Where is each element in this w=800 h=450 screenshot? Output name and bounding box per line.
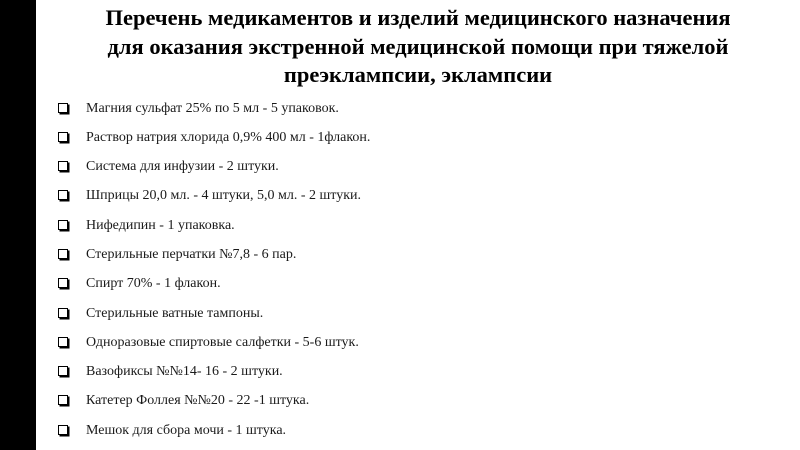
hollow-square-bullet-icon (58, 249, 68, 259)
hollow-square-bullet-icon (58, 425, 68, 435)
list-item-text: Мешок для сбора мочи - 1 штука. (86, 422, 287, 438)
list-item-text: Стерильные перчатки №7,8 - 6 пар. (86, 246, 297, 262)
slide (36, 0, 800, 450)
list-item-text: Вазофиксы №№14- 16 - 2 штуки. (86, 364, 283, 380)
hollow-square-bullet-icon (58, 103, 68, 113)
list-item-text: Система для инфузии - 2 штуки. (86, 159, 279, 175)
hollow-square-bullet-icon (58, 220, 68, 230)
supplies-list (36, 100, 800, 450)
title-line-3: преэклампсии, эклампсии (283, 62, 553, 87)
title-line-1: Перечень медикаментов и изделий медицинского назначения (105, 5, 731, 30)
list-item (36, 158, 800, 187)
hollow-square-bullet-icon (58, 132, 68, 142)
list-item (36, 275, 800, 304)
list-item-text: Одноразовые спиртовые салфетки - 5-6 штук. (86, 334, 359, 350)
list-item-text: Раствор натрия хлорида 0,9% 400 мл - 1флакон. (86, 129, 371, 145)
left-accent-bar (0, 0, 36, 450)
hollow-square-bullet-icon (58, 366, 68, 376)
list-item (36, 187, 800, 216)
list-item-text: Шприцы 20,0 мл. - 4 штуки, 5,0 мл. - 2 штуки. (86, 188, 362, 204)
list-item-text: Катетер Фоллея №№20 - 22 -1 штука. (86, 393, 310, 409)
list-item-text: Нифедипин - 1 упаковка. (86, 217, 235, 233)
hollow-square-bullet-icon (58, 308, 68, 318)
list-item (36, 100, 800, 129)
list-item (36, 217, 800, 246)
list-item (36, 246, 800, 275)
list-item (36, 334, 800, 363)
slide-title (36, 4, 800, 90)
list-item (36, 422, 800, 450)
hollow-square-bullet-icon (58, 161, 68, 171)
list-item-text: Стерильные ватные тампоны. (86, 305, 264, 321)
list-item (36, 305, 800, 334)
hollow-square-bullet-icon (58, 190, 68, 200)
hollow-square-bullet-icon (58, 395, 68, 405)
title-line-2: для оказания экстренной медицинской помощи при тяжелой (107, 33, 729, 59)
list-item-text: Магния сульфат 25% по 5 мл - 5 упаковок. (86, 100, 339, 116)
list-item-text: Спирт 70% - 1 флакон. (86, 276, 221, 292)
list-item (36, 392, 800, 421)
hollow-square-bullet-icon (58, 278, 68, 288)
hollow-square-bullet-icon (58, 337, 68, 347)
list-item (36, 363, 800, 392)
list-item (36, 129, 800, 158)
